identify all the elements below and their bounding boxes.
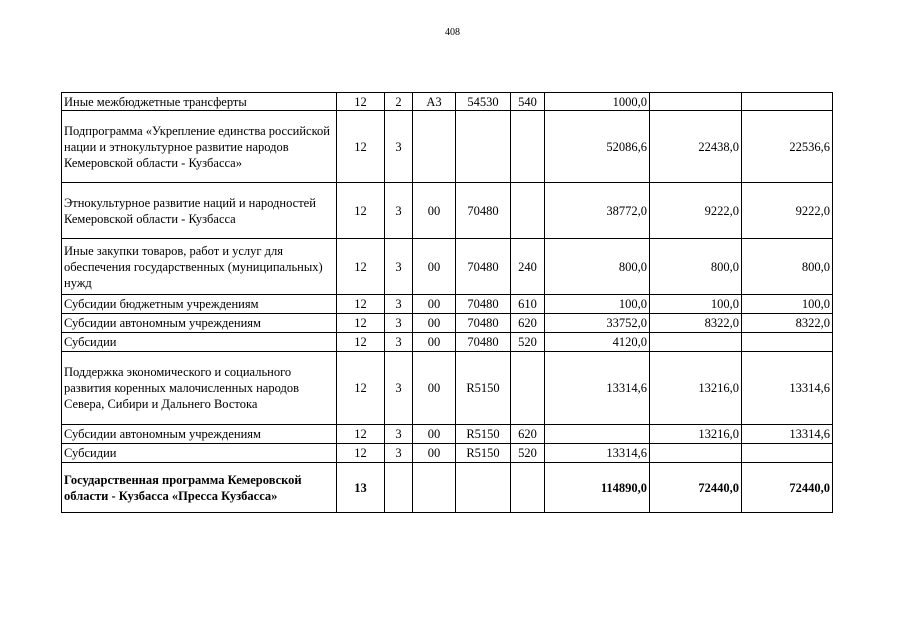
amount-year1-cell: 52086,6 <box>545 111 650 183</box>
section-cell: 12 <box>337 425 385 444</box>
program-cell: 00 <box>413 314 456 333</box>
section-cell: 12 <box>337 295 385 314</box>
direction-cell: 70480 <box>456 183 511 239</box>
program-cell: 00 <box>413 333 456 352</box>
row-name-cell: Субсидии <box>62 444 337 463</box>
section-cell: 12 <box>337 314 385 333</box>
amount-year1-cell: 114890,0 <box>545 463 650 513</box>
table-row <box>62 111 833 183</box>
budget-table <box>61 92 833 513</box>
amount-year1-cell: 13314,6 <box>545 444 650 463</box>
subsection-cell: 3 <box>385 314 413 333</box>
table-row <box>62 463 833 513</box>
expense-type-cell: 540 <box>511 93 545 111</box>
row-name-cell: Этнокультурное развитие наций и народностей Кемеровской области - Кузбасса <box>62 183 337 239</box>
expense-type-cell: 240 <box>511 239 545 295</box>
amount-year3-cell: 100,0 <box>742 295 833 314</box>
subsection-cell: 3 <box>385 111 413 183</box>
amount-year1-cell: 800,0 <box>545 239 650 295</box>
section-cell: 12 <box>337 93 385 111</box>
page-number: 408 <box>445 27 460 38</box>
direction-cell: R5150 <box>456 444 511 463</box>
table-row <box>62 425 833 444</box>
amount-year1-cell: 1000,0 <box>545 93 650 111</box>
direction-cell: 70480 <box>456 295 511 314</box>
section-cell: 12 <box>337 352 385 425</box>
amount-year3-cell: 13314,6 <box>742 425 833 444</box>
program-cell: 00 <box>413 239 456 295</box>
row-name-cell: Субсидии <box>62 333 337 352</box>
program-cell: 00 <box>413 183 456 239</box>
section-cell: 12 <box>337 111 385 183</box>
direction-cell <box>456 111 511 183</box>
direction-cell: 54530 <box>456 93 511 111</box>
subsection-cell: 3 <box>385 333 413 352</box>
table-row <box>62 183 833 239</box>
table-row <box>62 444 833 463</box>
amount-year1-cell: 100,0 <box>545 295 650 314</box>
amount-year3-cell <box>742 93 833 111</box>
amount-year1-cell <box>545 425 650 444</box>
section-cell: 12 <box>337 333 385 352</box>
amount-year3-cell: 9222,0 <box>742 183 833 239</box>
amount-year1-cell: 38772,0 <box>545 183 650 239</box>
amount-year3-cell: 800,0 <box>742 239 833 295</box>
expense-type-cell: 620 <box>511 425 545 444</box>
expense-type-cell <box>511 111 545 183</box>
subsection-cell: 3 <box>385 295 413 314</box>
amount-year2-cell: 8322,0 <box>650 314 742 333</box>
amount-year3-cell <box>742 333 833 352</box>
amount-year2-cell: 13216,0 <box>650 352 742 425</box>
expense-type-cell: 520 <box>511 333 545 352</box>
expense-type-cell: 610 <box>511 295 545 314</box>
row-name-cell: Поддержка экономического и социального развития коренных малочисленных народов Севера, Сибири и Дальнего Востока <box>62 352 337 425</box>
section-cell: 12 <box>337 239 385 295</box>
amount-year2-cell: 800,0 <box>650 239 742 295</box>
amount-year1-cell: 33752,0 <box>545 314 650 333</box>
row-name-cell: Иные закупки товаров, работ и услуг для обеспечения государственных (муниципальных) нужд <box>62 239 337 295</box>
amount-year3-cell: 22536,6 <box>742 111 833 183</box>
amount-year2-cell <box>650 333 742 352</box>
subsection-cell: 3 <box>385 352 413 425</box>
amount-year3-cell: 72440,0 <box>742 463 833 513</box>
section-cell: 13 <box>337 463 385 513</box>
table-row <box>62 239 833 295</box>
amount-year2-cell <box>650 93 742 111</box>
program-cell: 00 <box>413 444 456 463</box>
direction-cell <box>456 463 511 513</box>
table-row <box>62 352 833 425</box>
table-row <box>62 314 833 333</box>
subsection-cell: 2 <box>385 93 413 111</box>
table-row <box>62 333 833 352</box>
expense-type-cell <box>511 352 545 425</box>
direction-cell: 70480 <box>456 314 511 333</box>
subsection-cell: 3 <box>385 425 413 444</box>
expense-type-cell <box>511 463 545 513</box>
row-name-cell: Иные межбюджетные трансферты <box>62 93 337 111</box>
amount-year3-cell: 8322,0 <box>742 314 833 333</box>
row-name-cell: Государственная программа Кемеровской области - Кузбасса «Пресса Кузбасса» <box>62 463 337 513</box>
amount-year2-cell: 100,0 <box>650 295 742 314</box>
section-cell: 12 <box>337 183 385 239</box>
amount-year3-cell <box>742 444 833 463</box>
expense-type-cell: 620 <box>511 314 545 333</box>
amount-year2-cell: 72440,0 <box>650 463 742 513</box>
table-row <box>62 295 833 314</box>
amount-year2-cell: 22438,0 <box>650 111 742 183</box>
subsection-cell: 3 <box>385 183 413 239</box>
direction-cell: 70480 <box>456 239 511 295</box>
direction-cell: R5150 <box>456 425 511 444</box>
row-name-cell: Субсидии автономным учреждениям <box>62 425 337 444</box>
amount-year1-cell: 4120,0 <box>545 333 650 352</box>
table-row <box>62 93 833 111</box>
program-cell: 00 <box>413 352 456 425</box>
expense-type-cell: 520 <box>511 444 545 463</box>
amount-year2-cell: 9222,0 <box>650 183 742 239</box>
direction-cell: R5150 <box>456 352 511 425</box>
subsection-cell: 3 <box>385 444 413 463</box>
section-cell: 12 <box>337 444 385 463</box>
program-cell: 00 <box>413 425 456 444</box>
amount-year2-cell: 13216,0 <box>650 425 742 444</box>
amount-year2-cell <box>650 444 742 463</box>
program-cell: А3 <box>413 93 456 111</box>
direction-cell: 70480 <box>456 333 511 352</box>
amount-year1-cell: 13314,6 <box>545 352 650 425</box>
row-name-cell: Субсидии бюджетным учреждениям <box>62 295 337 314</box>
program-cell <box>413 463 456 513</box>
row-name-cell: Субсидии автономным учреждениям <box>62 314 337 333</box>
amount-year3-cell: 13314,6 <box>742 352 833 425</box>
program-cell: 00 <box>413 295 456 314</box>
row-name-cell: Подпрограмма «Укрепление единства российской нации и этнокультурное развитие народов Кемеровской области - Кузбасса» <box>62 111 337 183</box>
subsection-cell <box>385 463 413 513</box>
subsection-cell: 3 <box>385 239 413 295</box>
expense-type-cell <box>511 183 545 239</box>
program-cell <box>413 111 456 183</box>
